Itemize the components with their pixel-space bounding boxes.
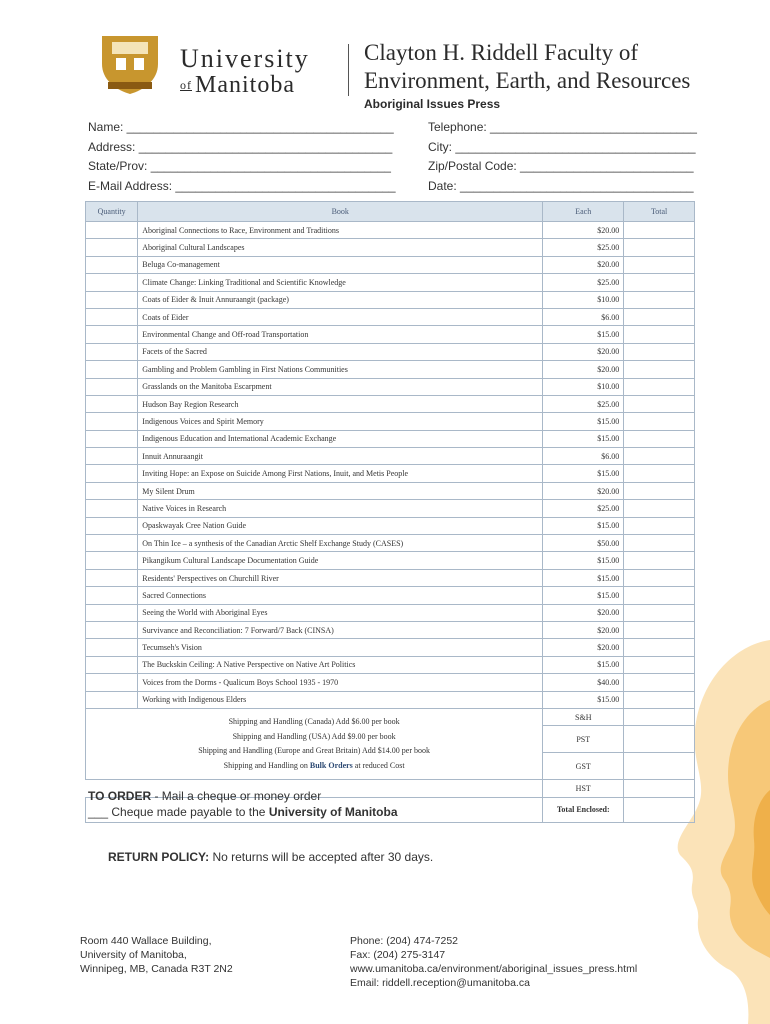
price-cell: $15.00 — [543, 430, 624, 447]
quantity-cell[interactable] — [86, 222, 138, 239]
book-title-cell: Environmental Change and Off-road Transportation — [138, 326, 543, 343]
book-title-cell: The Buckskin Ceiling: A Native Perspective on Native Art Politics — [138, 656, 543, 673]
book-title-cell: Native Voices in Research — [138, 500, 543, 517]
quantity-cell[interactable] — [86, 621, 138, 638]
price-cell: $15.00 — [543, 691, 624, 708]
price-cell: $40.00 — [543, 674, 624, 691]
row-total-cell[interactable] — [624, 587, 695, 604]
table-row — [86, 656, 695, 673]
row-total-cell[interactable] — [624, 343, 695, 360]
price-cell: $15.00 — [543, 656, 624, 673]
row-total-cell[interactable] — [624, 639, 695, 656]
footer-contact — [350, 934, 637, 990]
price-cell: $15.00 — [543, 413, 624, 430]
quantity-cell[interactable] — [86, 239, 138, 256]
quantity-cell[interactable] — [86, 465, 138, 482]
price-cell: $15.00 — [543, 326, 624, 343]
row-total-cell[interactable] — [624, 656, 695, 673]
table-header-row — [86, 202, 695, 222]
header-divider — [348, 44, 349, 96]
row-total-cell[interactable] — [624, 674, 695, 691]
pst-total-cell[interactable] — [624, 726, 695, 753]
price-cell: $20.00 — [543, 222, 624, 239]
table-row — [86, 465, 695, 482]
row-total-cell[interactable] — [624, 430, 695, 447]
book-header: Book — [138, 202, 543, 222]
footer-email-link[interactable]: Email: riddell.reception@umanitoba.ca — [350, 977, 530, 989]
table-row — [86, 639, 695, 656]
row-total-cell[interactable] — [624, 239, 695, 256]
book-title-cell: Voices from the Dorms - Qualicum Boys School 1935 - 1970 — [138, 674, 543, 691]
quantity-header: Quantity — [86, 202, 138, 222]
price-cell: $25.00 — [543, 239, 624, 256]
row-total-cell[interactable] — [624, 291, 695, 308]
price-cell: $25.00 — [543, 274, 624, 291]
sh-total-cell[interactable] — [624, 708, 695, 725]
row-total-cell[interactable] — [624, 535, 695, 552]
book-title-cell: Indigenous Education and International Academic Exchange — [138, 430, 543, 447]
email-field[interactable]: E-Mail Address: _________________________________ — [88, 178, 396, 193]
book-title-cell: My Silent Drum — [138, 482, 543, 499]
table-row — [86, 535, 695, 552]
quantity-cell[interactable] — [86, 691, 138, 708]
price-cell: $20.00 — [543, 604, 624, 621]
faculty-name-line2: Environment, Earth, and Resources — [364, 68, 691, 93]
table-row — [86, 326, 695, 343]
book-title-cell: Residents' Perspectives on Churchill River — [138, 569, 543, 586]
pst-label: PST — [543, 726, 624, 753]
return-policy: RETURN POLICY: No returns will be accepted after 30 days. — [108, 850, 434, 864]
quantity-cell[interactable] — [86, 430, 138, 447]
table-row — [86, 517, 695, 534]
name-field[interactable]: Name: ________________________________________ — [88, 120, 394, 134]
hst-total-cell[interactable] — [624, 780, 695, 797]
shipping-row — [86, 708, 695, 725]
book-title-cell: Inviting Hope: an Expose on Suicide Among First Nations, Inuit, and Metis People — [138, 465, 543, 482]
row-total-cell[interactable] — [624, 361, 695, 378]
to-order-title: TO ORDER — [88, 789, 152, 803]
city-field[interactable]: City: ____________________________________ — [428, 139, 696, 154]
quantity-cell[interactable] — [86, 656, 138, 673]
university-name-line1: University — [180, 44, 310, 73]
quantity-cell[interactable] — [86, 604, 138, 621]
university-crest-icon — [98, 34, 162, 96]
quantity-cell[interactable] — [86, 552, 138, 569]
customer-info-fields — [88, 120, 708, 198]
total-enclosed-label: Total Enclosed: — [543, 797, 624, 822]
book-title-cell: Facets of the Sacred — [138, 343, 543, 360]
telephone-field[interactable]: Telephone: _______________________________ — [428, 120, 697, 134]
book-title-cell: Pikangikum Cultural Landscape Documentation Guide — [138, 552, 543, 569]
table-row — [86, 378, 695, 395]
table-row — [86, 552, 695, 569]
book-title-cell: Seeing the World with Aboriginal Eyes — [138, 604, 543, 621]
quantity-cell[interactable] — [86, 569, 138, 586]
press-name: Aboriginal Issues Press — [364, 97, 501, 111]
footer-address: Room 440 Wallace Building, University of Manitoba, Winnipeg, MB, Canada R3T 2N2 — [80, 935, 233, 975]
zip-field[interactable]: Zip/Postal Code: __________________________ — [428, 159, 694, 173]
table-row — [86, 291, 695, 308]
row-total-cell[interactable] — [624, 448, 695, 465]
price-cell: $15.00 — [543, 517, 624, 534]
gst-label: GST — [543, 753, 624, 780]
quantity-cell[interactable] — [86, 500, 138, 517]
row-total-cell[interactable] — [624, 604, 695, 621]
row-total-cell[interactable] — [624, 500, 695, 517]
each-header: Each — [543, 202, 624, 222]
book-title-cell: Grasslands on the Manitoba Escarpment — [138, 378, 543, 395]
university-name-line2: of Manitoba — [180, 72, 295, 98]
order-table — [85, 201, 695, 823]
row-total-cell[interactable] — [624, 222, 695, 239]
price-cell: $20.00 — [543, 482, 624, 499]
book-title-cell: Aboriginal Cultural Landscapes — [138, 239, 543, 256]
book-title-cell: Coats of Eider — [138, 308, 543, 325]
table-row — [86, 239, 695, 256]
date-field[interactable]: Date: ___________________________________ — [428, 178, 694, 193]
footer-web-link[interactable]: www.umanitoba.ca/environment/aboriginal_issues_press.html — [350, 963, 638, 975]
quantity-cell[interactable] — [86, 587, 138, 604]
table-row — [86, 674, 695, 691]
price-cell: $15.00 — [543, 552, 624, 569]
hst-label: HST — [543, 780, 624, 797]
quantity-cell[interactable] — [86, 256, 138, 273]
book-title-cell: Hudson Bay Region Research — [138, 395, 543, 412]
price-cell: $20.00 — [543, 361, 624, 378]
book-title-cell: Aboriginal Connections to Race, Environment and Traditions — [138, 222, 543, 239]
book-title-cell: Gambling and Problem Gambling in First Nations Communities — [138, 361, 543, 378]
cheque-line[interactable]: ___ Cheque made payable to the University of Manitoba — [88, 805, 398, 819]
price-cell: $15.00 — [543, 587, 624, 604]
table-row — [86, 395, 695, 412]
row-total-cell[interactable] — [624, 465, 695, 482]
price-cell: $25.00 — [543, 395, 624, 412]
table-row — [86, 500, 695, 517]
table-row — [86, 430, 695, 447]
table-row — [86, 604, 695, 621]
book-title-cell: Tecumseh's Vision — [138, 639, 543, 656]
letterhead — [98, 34, 738, 114]
book-title-cell: Innuit Annuraangit — [138, 448, 543, 465]
book-title-cell: Opaskwayak Cree Nation Guide — [138, 517, 543, 534]
row-total-cell[interactable] — [624, 621, 695, 638]
sh-label: S&H — [543, 708, 624, 725]
book-title-cell: Sacred Connections — [138, 587, 543, 604]
row-total-cell[interactable] — [624, 256, 695, 273]
quantity-cell[interactable] — [86, 308, 138, 325]
gst-total-cell[interactable] — [624, 753, 695, 780]
quantity-cell[interactable] — [86, 378, 138, 395]
table-row — [86, 274, 695, 291]
price-cell: $10.00 — [543, 291, 624, 308]
table-row — [86, 691, 695, 708]
table-row — [86, 413, 695, 430]
quantity-cell[interactable] — [86, 395, 138, 412]
price-cell: $20.00 — [543, 256, 624, 273]
quantity-cell[interactable] — [86, 291, 138, 308]
book-title-cell: Beluga Co-management — [138, 256, 543, 273]
quantity-cell[interactable] — [86, 482, 138, 499]
quantity-cell[interactable] — [86, 535, 138, 552]
shipping-info: Shipping and Handling (Canada) Add $6.00 per book Shipping and Handling (USA) Add $9.00 per book Shipping and Handling (Europe and Great Britain) Add $14.00 per book Shipping and Handling on Bulk Orders at reduced Cost — [86, 708, 543, 779]
book-title-cell: Indigenous Voices and Spirit Memory — [138, 413, 543, 430]
total-header: Total — [624, 202, 695, 222]
table-row — [86, 482, 695, 499]
book-title-cell: On Thin Ice – a synthesis of the Canadian Arctic Shelf Exchange Study (CASES) — [138, 535, 543, 552]
price-cell: $6.00 — [543, 308, 624, 325]
table-row — [86, 569, 695, 586]
quantity-cell[interactable] — [86, 413, 138, 430]
price-cell: $20.00 — [543, 639, 624, 656]
table-row — [86, 361, 695, 378]
book-title-cell: Coats of Eider & Inuit Annuraangit (package) — [138, 291, 543, 308]
row-total-cell[interactable] — [624, 413, 695, 430]
row-total-cell[interactable] — [624, 326, 695, 343]
row-total-cell[interactable] — [624, 517, 695, 534]
price-cell: $25.00 — [543, 500, 624, 517]
price-cell: $15.00 — [543, 569, 624, 586]
table-row — [86, 343, 695, 360]
address-field[interactable]: Address: ______________________________________ — [88, 139, 393, 154]
price-cell: $20.00 — [543, 343, 624, 360]
book-title-cell: Survivance and Reconciliation: 7 Forward/7 Back (CINSA) — [138, 621, 543, 638]
price-cell: $6.00 — [543, 448, 624, 465]
row-total-cell[interactable] — [624, 691, 695, 708]
row-total-cell[interactable] — [624, 552, 695, 569]
quantity-cell[interactable] — [86, 639, 138, 656]
state-field[interactable]: State/Prov: ____________________________________ — [88, 159, 391, 173]
book-title-cell: Climate Change: Linking Traditional and Scientific Knowledge — [138, 274, 543, 291]
footer-fax: Fax: (204) 275-3147 — [350, 949, 446, 961]
quantity-cell[interactable] — [86, 517, 138, 534]
faculty-name-line1: Clayton H. Riddell Faculty of — [364, 40, 639, 65]
quantity-cell[interactable] — [86, 326, 138, 343]
table-row — [86, 256, 695, 273]
price-cell: $50.00 — [543, 535, 624, 552]
row-total-cell[interactable] — [624, 569, 695, 586]
row-total-cell[interactable] — [624, 482, 695, 499]
footer-phone: Phone: (204) 474-7252 — [350, 935, 458, 947]
quantity-cell[interactable] — [86, 448, 138, 465]
price-cell: $15.00 — [543, 465, 624, 482]
price-cell: $10.00 — [543, 378, 624, 395]
book-title-cell: Working with Indigenous Elders — [138, 691, 543, 708]
quantity-cell[interactable] — [86, 274, 138, 291]
row-total-cell[interactable] — [624, 378, 695, 395]
table-row — [86, 587, 695, 604]
price-cell: $20.00 — [543, 621, 624, 638]
table-row — [86, 621, 695, 638]
table-row — [86, 448, 695, 465]
table-row — [86, 222, 695, 239]
total-enclosed-cell[interactable] — [624, 797, 695, 822]
quantity-cell[interactable] — [86, 674, 138, 691]
row-total-cell[interactable] — [624, 395, 695, 412]
to-order-section: TO ORDER - Mail a cheque or money order ___ Cheque made payable to the University of Manitoba — [88, 789, 398, 819]
quantity-cell[interactable] — [86, 343, 138, 360]
row-total-cell[interactable] — [624, 274, 695, 291]
row-total-cell[interactable] — [624, 308, 695, 325]
table-row — [86, 308, 695, 325]
quantity-cell[interactable] — [86, 361, 138, 378]
